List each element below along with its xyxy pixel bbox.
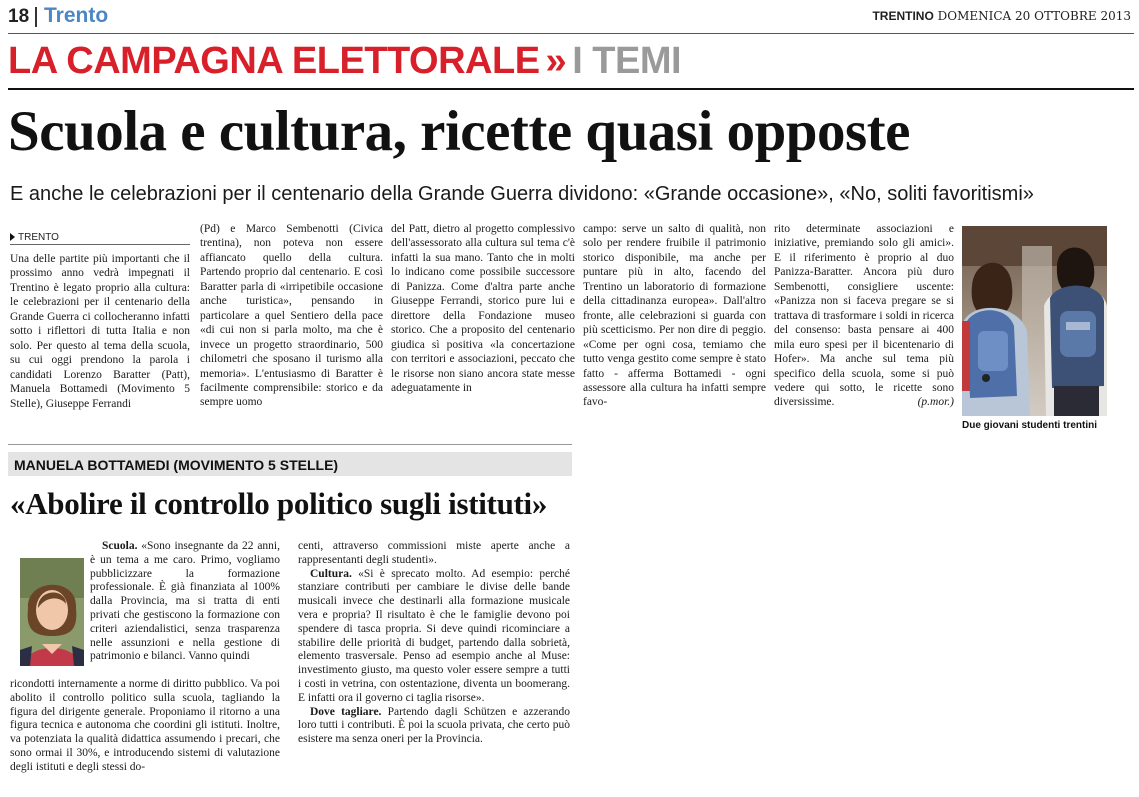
interview-text-right bbox=[298, 540, 570, 796]
banner-topic: I TEMI bbox=[572, 40, 682, 82]
interviewee-name: MANUELA BOTTAMEDI (MOVIMENTO 5 STELLE) bbox=[14, 457, 339, 473]
topic-lead-scuola: Scuola. bbox=[102, 540, 138, 552]
masthead-divider bbox=[35, 7, 37, 27]
dateline-rule bbox=[10, 244, 190, 245]
interview-text: ricondotti internamente a norme di diritto pubblico. Va poi abolito il controllo politico sulla scuola, tagliando la figura del dirigente generale. Proponiamo il ritorno a una figura tecnica e autonoma che coordini gli istituti. Inoltre, va potenziata la qualità didattica assumendo i precari, che sono ormai il 30%, e introducendo sistemi di valutazione degli istituti e degli stessi do- bbox=[10, 678, 280, 773]
candidate-portrait bbox=[20, 558, 84, 666]
article-subhead: E anche le celebrazioni per il centenario della Grande Guerra dividono: «Grande occasione», «No, soliti favoritismi» bbox=[10, 183, 1034, 205]
article-column-1 bbox=[10, 252, 190, 436]
interview-text-bottom bbox=[10, 678, 280, 796]
article-dateline bbox=[10, 232, 59, 243]
dateline-text: TRENTO bbox=[18, 232, 59, 243]
column-text: Una delle partite più importanti che il prossimo anno vedrà impegnati il Trentino è legato proprio alla cultura: le celebrazioni per il centenario della Grande Guerra ci collocheranno infatti sotto i riflettori di tutta Italia e non solo. Per questo al tema della scuola, su cui oggi prendono la parola i candidati Lorenzo Baratter (Patt), Manuela Bottamedi (Movimento 5 Stelle), Giuseppe Ferrandi bbox=[10, 253, 190, 410]
article-signature: (p.mor.) bbox=[917, 396, 954, 409]
banner-rule bbox=[8, 88, 1134, 90]
paper-name: TRENTINO bbox=[872, 9, 934, 23]
interview-text: «Si è sprecato molto. Ad esempio: perché stanziare contributi per cambiare le divise delle bande musicali invece che destinarli alla formazione musicale vera e propria? Il risultato è che le famiglie devono poi spendere di tasca propria. Si deve quindi ricominciare a stabilire delle priorità di budget, partendo dalla sobrietà, elemento trasversale. Penso ad esempio anche al Muse: investimento giusto, ma questo voler essere sempre a tutti i costi in vetrina, con ostentazione, diventa un boomerang. E infatti ora il governo ci taglia risorse». bbox=[298, 567, 570, 704]
interview-text: «Sono insegnante da 22 anni, è un tema a me caro. Primo, vogliamo pubblicizzare la formazione professionale. È già finanziata al 100% dalla Provincia, ma si tratta di enti privati che gestiscono la formazione con criteri aziendalistici, senza trasparenza nelle assunzioni e nella gestione di patrimonio e bilanci. Vanno quindi bbox=[90, 540, 280, 663]
students-photo bbox=[962, 226, 1107, 416]
topic-lead-cultura: Cultura. bbox=[310, 567, 352, 580]
article-column-4 bbox=[583, 222, 766, 436]
column-text: del Patt, dietro al progetto complessivo dell'assessorato alla cultura sul tema c'è infatti la sua mano. Tanto che in molti lo indicano come possibile successore di Panizza. Come d'altra parte anche Giuseppe Ferrandi, storico pure lui e direttore della Fondazione museo storico. Che a proposito del centenario giudica sì positiva «la concertazione con territori e associazioni, peccato che le risorse non siano ancora state messe adeguatamente in bbox=[391, 223, 575, 394]
interview-headline: «Abolire il controllo politico sugli istituti» bbox=[10, 486, 548, 521]
article-headline: Scuola e cultura, ricette quasi opposte bbox=[8, 100, 910, 163]
topic-lead-tagli: Dove tagliare. bbox=[310, 705, 382, 718]
masthead-rule bbox=[8, 33, 1134, 34]
interview-text-top bbox=[90, 540, 280, 678]
interview-text: centi, attraverso commissioni miste aperte anche a rappresentanti degli studenti». bbox=[298, 540, 570, 566]
column-text: campo: serve un salto di qualità, non solo per rendere fruibile il patrimonio storico disponibile, ma anche per puntare più in alto, facendo del Trentino un laboratorio di formazione della cittadinanza europea». Dall'altro fronte, alle celebrazioni si guarda con più scetticismo. Per non dire di peggio. «Come per ogni cosa, temiamo che tutto venga gestito come sempre è stato fatto - afferma Bottamedi - ogni assessore alla cultura ha infatti sempre favo- bbox=[583, 223, 766, 409]
banner-separator: » bbox=[545, 40, 567, 82]
article-column-2 bbox=[200, 222, 383, 436]
column-text: rito determinate associazioni e iniziative, premiando solo gli amici». E il riferimento è proprio al duo Panizza-Baratter. Ancora più duro Sembenotti, consigliere uscente: «Panizza non si faceva pregare se si trattava di trasformare i soldi in ricerca del consenso: basta pensare ai 400 mila euro spesi per il bicentenario di Hofer». Ma anche sul tema più specifico della scuola, some si può vedere qui sotto, le ricette sono diversissime. bbox=[774, 223, 954, 409]
article-column-3 bbox=[391, 222, 575, 436]
section-title: Trento bbox=[44, 4, 109, 27]
photo-caption: Due giovani studenti trentini bbox=[962, 420, 1098, 431]
campaign-banner bbox=[8, 39, 681, 83]
article-column-5 bbox=[774, 222, 954, 436]
issue-date: DOMENICA 20 OTTOBRE 2013 bbox=[937, 9, 1131, 23]
interview-text: Partendo dagli Schützen e azzerando loro tutti i contributi. È poi la scuola privata, che certo può esistere ma senza oneri per la Provincia. bbox=[298, 705, 570, 746]
page-number: 18 bbox=[8, 6, 30, 27]
section-divider bbox=[8, 444, 572, 445]
banner-title: LA CAMPAGNA ELETTORALE bbox=[8, 40, 540, 82]
column-text: (Pd) e Marco Sembenotti (Civica trentina), non poteva non essere affiancato quello della cultura. Partendo proprio dal centenario. E così Baratter parla di «irripetibile occasione anche turistica», pensando in particolare a quel Sentiero della pace «di cui non si parla molto, ma che è invece un progetto straordinario, 500 chilometri che sposano il turismo alla memoria». L'entusiasmo di Baratter è facilmente comprensibile: storico e da sempre uomo bbox=[200, 223, 383, 409]
dateline-marker-icon bbox=[10, 233, 15, 241]
paper-dateline bbox=[872, 9, 1131, 23]
